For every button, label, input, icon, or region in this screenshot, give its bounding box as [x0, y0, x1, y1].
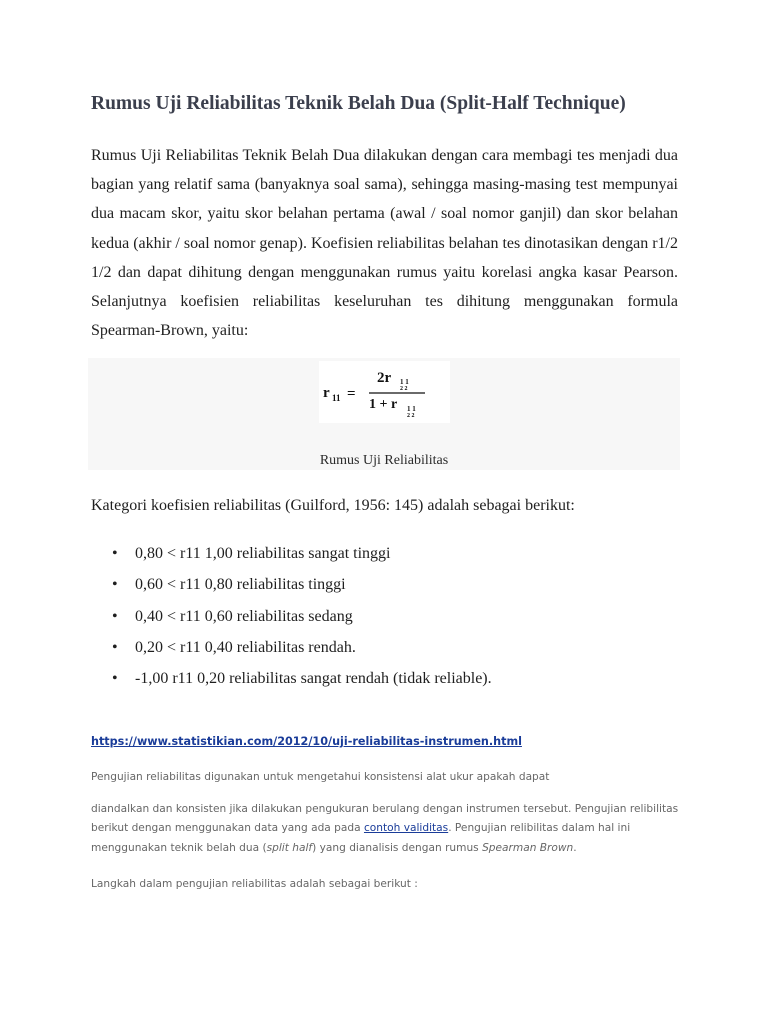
formula-denominator-sub: 1 1 — [407, 405, 416, 413]
formula-numerator-subsub: 2 2 — [400, 386, 408, 392]
list-item — [91, 543, 492, 574]
page-title: Rumus Uji Reliabilitas Teknik Belah Dua (Split-Half Technique) — [91, 93, 626, 114]
list-item — [91, 668, 492, 699]
source-link[interactable]: https://www.statistikian.com/2012/10/uji-reliabilitas-instrumen.html — [91, 735, 522, 748]
list-item — [91, 606, 492, 637]
formula-numerator: 2r — [377, 370, 392, 386]
bullet-icon: • — [112, 670, 118, 688]
formula-denominator: 1 + r — [369, 397, 398, 412]
contoh-validitas-link[interactable]: contoh validitas — [363, 822, 449, 835]
spearman-brown-formula — [319, 361, 450, 423]
kategori-intro: Kategori koefisien reliabilitas (Guilford, 1956: 145) adalah sebagai berikut: — [91, 497, 575, 514]
list-item-text: 0,80 < r11 1,00 reliabilitas sangat tinggi — [135, 545, 391, 562]
list-item-text: 0,20 < r11 0,40 reliabilitas rendah. — [135, 638, 356, 656]
italic-term: Spearman Brown — [482, 841, 574, 854]
paragraph-text: . — [573, 841, 577, 854]
italic-term: split half — [266, 841, 313, 854]
bullet-icon: • — [112, 638, 118, 656]
paragraph-reliabilitas-intro: Pengujian reliabilitas digunakan untuk mengetahui konsistensi alat ukur apakah dapat — [91, 771, 550, 783]
list-item — [91, 574, 492, 605]
paragraph-langkah: Langkah dalam pengujian reliabilitas adalah sebagai berikut : — [91, 878, 418, 890]
paragraph-reliabilitas-method — [91, 800, 691, 858]
formula-lhs: r — [323, 385, 330, 401]
bullet-icon: • — [112, 545, 118, 562]
list-item-text: -1,00 r11 0,20 reliabilitas sangat rendah (tidak reliable). — [135, 670, 492, 688]
formula-denominator-subsub: 2 2 — [407, 413, 415, 419]
formula-numerator-sub: 1 1 — [400, 378, 409, 386]
bullet-icon: • — [112, 607, 118, 625]
formula-image — [319, 361, 450, 423]
list-item-text: 0,60 < r11 0,80 reliabilitas tinggi — [135, 576, 346, 594]
paragraph-text: . Pengujian relibilitas dalam hal ini menggunakan teknik belah dua ( — [91, 822, 631, 854]
list-item-text: 0,40 < r11 0,60 reliabilitas sedang — [135, 607, 353, 625]
paragraph-text: ) yang dianalisis dengan rumus — [312, 841, 483, 854]
formula-lhs-sub: 11 — [332, 393, 341, 403]
figure-caption: Rumus Uji Reliabilitas — [319, 453, 449, 468]
formula-equals: = — [347, 386, 356, 402]
kategori-list — [91, 543, 492, 699]
intro-paragraph: Rumus Uji Reliabilitas Teknik Belah Dua dilakukan dengan cara membagi tes menjadi dua bagian yang relatif sama (banyaknya soal sama), sehingga masing-masing test mempunyai dua macam skor, yaitu skor belahan pertama (awal / soal nomor ganjil) dan skor belahan kedua (akhir / soal nomor genap). Koefisien reliabilitas belahan tes dinotasikan dengan r1/2 1/2 dan dapat dihitung dengan menggunakan rumus yaitu korelasi angka kasar Pearson. Selanjutnya koefisien reliabilitas keseluruhan tes dihitung menggunakan formula Spearman-Brown, yaitu: — [91, 147, 678, 340]
formula-figure — [88, 358, 680, 470]
list-item — [91, 637, 492, 668]
bullet-icon: • — [112, 576, 118, 594]
paragraph-text: diandalkan dan konsisten jika dilakukan pengukuran berulang dengan instrumen tersebut. Pengujian relibilitas berikut dengan menggunakan data yang ada pada — [91, 803, 679, 835]
